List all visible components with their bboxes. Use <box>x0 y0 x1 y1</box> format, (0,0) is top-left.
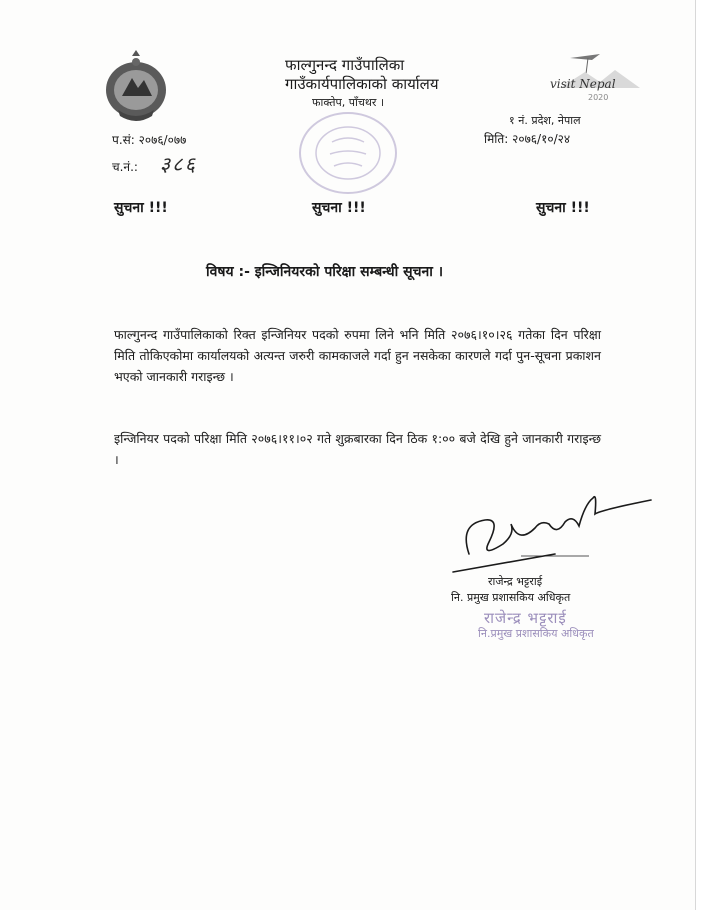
handwritten-signature <box>445 484 655 579</box>
province-line: १ नं. प्रदेश, नेपाल <box>509 114 581 127</box>
name-stamp: राजेन्द्र भट्टराई <box>484 609 567 627</box>
body-paragraph-1: फाल्गुनन्द गाउँपालिकाको रिक्त इन्जिनियर पदको रुपमा लिने भनि मिति २०७६।१०।२६ गतेका दिन परिक्षा मिति तोकिएकोमा कार्यालयको अत्यन्त जरुरी कामकाजले गर्दा हुन नसकेका कारणले गर्दा पुन-सूचना प्रकाशन भएको जानकारी गराइन्छ । <box>114 327 601 384</box>
visit-nepal-logo <box>540 48 650 108</box>
signatory-title: नि. प्रमुख प्रशासकिय अधिकृत <box>451 591 571 604</box>
signatory-name: राजेन्द्र भट्टराई <box>488 575 543 588</box>
visit-nepal-text: visit Nepal <box>550 77 616 91</box>
office-address: फाक्तेप, पाँचथर । <box>312 96 385 109</box>
subject-line: विषय :- इन्जिनियरको परिक्षा सम्बन्धी सूचना । <box>206 264 444 280</box>
dispatch-number: ३८६ <box>159 152 197 176</box>
body-paragraph-2: इन्जिनियर पदको परिक्षा मिति २०७६।११।०२ गते शुक्रबारका दिन ठिक १:०० बजे देखि हुने जानकारी गराइन्छ । <box>114 431 601 467</box>
notice-label-center: सुचना !!! <box>312 200 366 216</box>
visit-nepal-year: 2020 <box>588 93 609 102</box>
dispatch-label: च.नं.: <box>112 160 138 174</box>
org-name: फाल्गुनन्द गाउँपालिका <box>285 56 405 74</box>
letter-date: मिति: २०७६/१०/२४ <box>484 132 571 146</box>
office-stamp-icon <box>296 108 400 198</box>
letter-number: प.सं: २०७६/०७७ <box>112 133 187 147</box>
office-name: गाउँकार्यपालिकाको कार्यालय <box>285 75 439 93</box>
nepal-emblem-icon <box>98 50 174 126</box>
dispatch-number-row <box>112 150 197 177</box>
notice-label-right: सुचना !!! <box>536 200 590 216</box>
title-stamp: नि.प्रमुख प्रशासकिय अधिकृत <box>478 627 594 640</box>
notice-label-left: सुचना !!! <box>114 200 168 216</box>
